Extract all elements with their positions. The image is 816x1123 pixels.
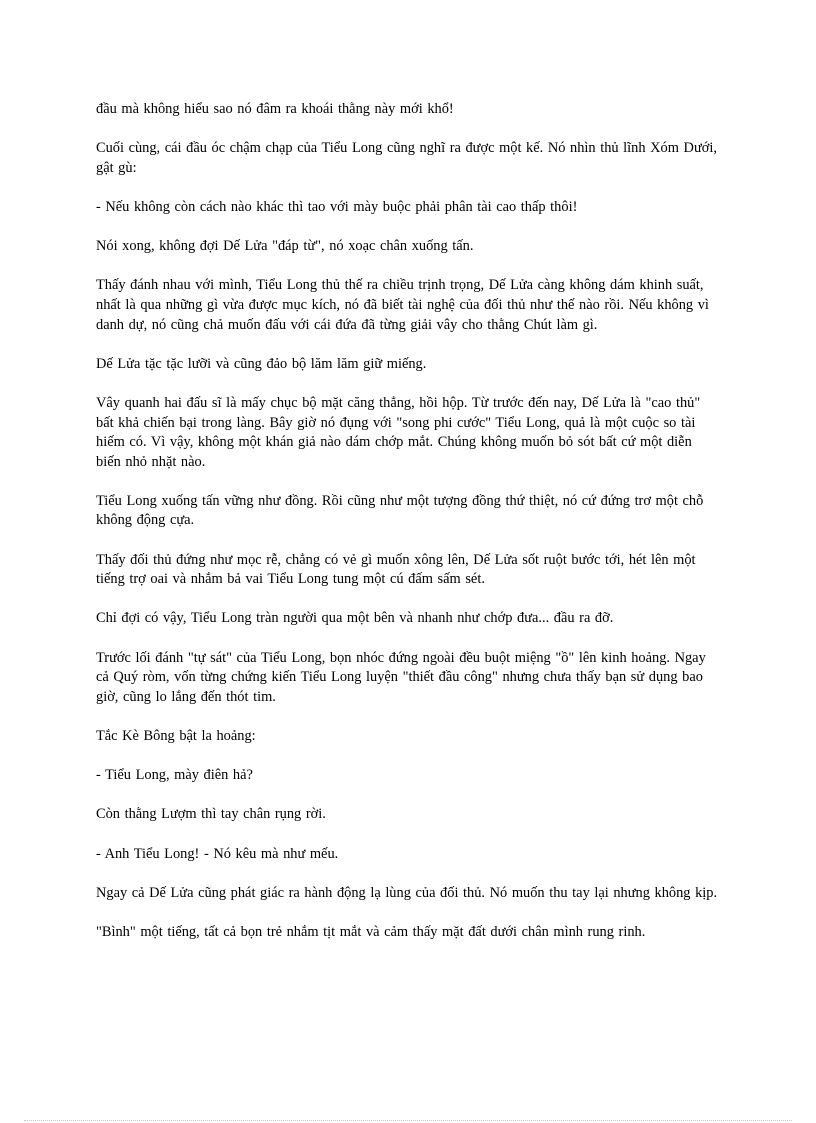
paragraph: Ngay cả Dế Lửa cũng phát giác ra hành động lạ lùng của đối thủ. Nó muốn thu tay lại nhưng không kịp.	[96, 884, 718, 901]
paragraph: - Tiểu Long, mày điên hả?	[96, 767, 253, 784]
paragraph: Chỉ đợi có vậy, Tiểu Long tràn người qua một bên và nhanh như chớp đưa... đầu ra đỡ.	[96, 610, 614, 627]
paragraph: Dế Lửa tặc tặc lưỡi và cũng đảo bộ lăm lăm giữ miếng.	[96, 355, 427, 372]
paragraph: Thấy đánh nhau với mình, Tiểu Long thủ thế ra chiều trịnh trọng, Dế Lửa càng không dám khinh suất, nhất là qua những gì vừa được mục kích, nó đã biết tài nghệ của đối thủ như thế nào rồi. Nếu không vì danh dự, nó cũng chả muốn đấu với cái đứa đã từng giải vây cho thằng Chút làm gì.	[96, 277, 709, 333]
paragraph: Trước lối đánh "tự sát" của Tiểu Long, bọn nhóc đứng ngoài đều buột miệng "ồ" lên kinh hoảng. Ngay cả Quý ròm, vốn từng chứng kiến Tiểu Long luyện "thiết đầu công" nhưng chưa thấy bạn sử dụng bao giờ, cũng lo lắng đến thót tim.	[96, 649, 706, 705]
paragraph: Nói xong, không đợi Dế Lửa "đáp từ", nó xoạc chân xuống tấn.	[96, 238, 474, 255]
paragraph: Vây quanh hai đấu sĩ là mấy chục bộ mặt căng thẳng, hồi hộp. Từ trước đến nay, Dế Lửa là "cao thủ" bất khả chiến bại trong làng. Bây giờ nó đụng với "song phi cước" Tiểu Long, quả là một cuộc so tài hiếm có. Vì vậy, không một khán giả nào dám chớp mắt. Chúng không muốn bỏ sót bất cứ một diễn biến nhỏ nhặt nào.	[96, 394, 701, 470]
document-body	[96, 100, 720, 962]
paragraph: Tắc Kè Bông bật la hoảng:	[96, 728, 256, 744]
paragraph: Thấy đối thủ đứng như mọc rễ, chẳng có vẻ gì muốn xông lên, Dế Lửa sốt ruột bước tới, hét lên một tiếng trợ oai và nhắm bả vai Tiểu Long tung một cú đấm sấm sét.	[96, 551, 696, 588]
paragraph: Tiểu Long xuống tấn vững như đồng. Rồi cũng như một tượng đồng thứ thiệt, nó cứ đứng trơ một chỗ không động cựa.	[96, 492, 704, 529]
paragraph: - Anh Tiểu Long! - Nó kêu mà như mếu.	[96, 845, 339, 862]
paragraph: đầu mà không hiểu sao nó đâm ra khoái thằng này mới khổ!	[96, 101, 454, 117]
paragraph: "Bình" một tiếng, tất cả bọn trẻ nhắm tịt mắt và cảm thấy mặt đất dưới chân mình rung rinh.	[96, 923, 646, 940]
page-bottom-divider	[24, 1120, 792, 1121]
paragraph: - Nếu không còn cách nào khác thì tao với mày buộc phải phân tài cao thấp thôi!	[96, 198, 578, 215]
paragraph: Cuối cùng, cái đầu óc chậm chạp của Tiểu Long cũng nghĩ ra được một kế. Nó nhìn thủ lĩnh Xóm Dưới, gật gù:	[96, 140, 717, 176]
paragraph: Còn thằng Lượm thì tay chân rụng rời.	[96, 806, 326, 823]
